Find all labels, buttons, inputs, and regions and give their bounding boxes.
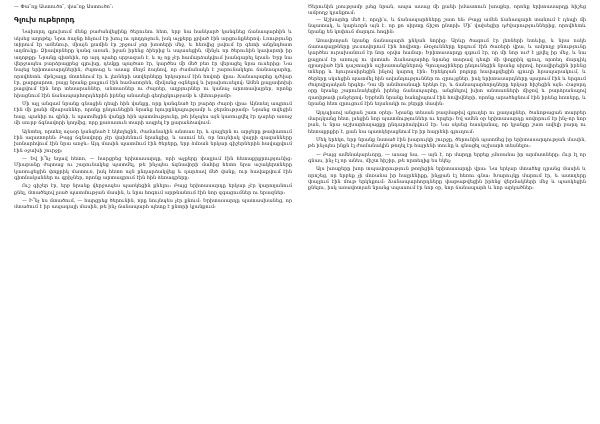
- paragraph: Այս խոսքերը խոր տպավորություն թողեցին երիտասարդի վրա։ Նա երկար մտածեց դրանց մասին և որոշեց, որ երբեք չի մոռանա իր հայրենիքը, ինչքան էլ հեռու գնա։ Խարույկը մարում էր, և աստղերը փայլում էին մութ երկնքում։ Ճանապարհորդները փաթաթվեցին իրենց վերմակների մեջ և պառկեցին քնելու, իսկ առավոտյան նրանց սպասում էր նոր օր, նոր ճանապարհ և նոր արկածներ։: [308, 166, 586, 192]
- left-column: [14, 4, 292, 424]
- paragraph: — Ի՞նչ ես մտածում, — հարցրեց ծերունին, որը նույնպես չէր քնում։ Երիտասարդը պատասխանեց, որ մտածում է իր ապագայի մասին, թե ինչ ճանապարհ պետք է ընտրի կյանքում։: [14, 197, 292, 211]
- paragraph: Այնտեղ, որտեղ այսօր կանգնած է եկեղեցին, ժամանակին անտառ էր, և գայլերն ու արջերը թափառում էին ազատորեն։ Բայց ճգնավորը չէր վախենում նրանցից, և ասում են, որ նույնիսկ վայրի գազանները խոնարհվում էին նրա առջև։ Այդ մասին պատմում էին ծերերը, երբ ձմռան երկար գիշերներին հավաքվում էին օջախի շուրջը։: [14, 128, 292, 154]
- paragraph: Մեկ երեկո, երբ նրանք նստած էին խարույկի շուրջը, ծերունին պատմեց իր երիտասարդության մասին, թե ինչպես ինքն էլ ժամանակին թողել էր հայրենի տունը և գնացել աշխարհ տեսնելու։: [308, 136, 586, 150]
- paragraph: Ուշ գիշեր էր, երբ նրանք վերջապես պառկեցին քնելու։ Բայց երիտասարդը երկար չէր կարողանում քնել, մտածելով լսած պատմության մասին, և նրա հոգում արթնանում էին նոր զգացումներ ու երազներ։: [14, 183, 292, 196]
- chapter-heading: Գլուխ ութերորդ: [14, 16, 75, 25]
- right-column: [308, 4, 586, 424]
- paragraph: — Եվ ի՞նչ եղավ հետո, — հարցրեց երիտասարդը, որի աչքերը փայլում էին հետաքրքրությունից։ Միաբանը ժպտաց ու շարունակեց պատմել, թե ինչպես ճգնավորի մահից հետո նրա աշակերտները կառուցեցին փոքրիկ մատուռ, իսկ հետո այն ընդարձակվեց և դարձավ մեծ վանք, ուր հավաքվում էին գիտնականներ ու գրիչներ, որոնք արտագրում էին հին ձեռագրերը։: [14, 155, 292, 181]
- paragraph: Այդպիսով անցան շատ օրեր։ Նրանք տեսան բազմաթիվ գյուղեր ու քաղաքներ, ծանոթացան տարբեր մարդկանց հետ, լսեցին նոր պատմություններ ու երգեր։ Եվ ամեն օր երիտասարդը սովորում էր ինչ-որ նոր բան, և նրա աշխարհայացքը ընդարձակվում էր։ Նա սկսեց հասկանալ, որ կյանքը շատ ավելի բարդ ու հետաքրքիր է, քան նա պատկերացնում էր իր հայրենի գյուղում։: [308, 109, 586, 135]
- paragraph: Մի այլ անգամ նրանք գնացին դեպի հին վանքը, որը կանգնած էր բարձր ժայռի վրա։ Այնտեղ ապրում էին մի քանի միաբաններ, որոնք ընդունեցին նրանց հյուրընկալությամբ և ջերմությամբ։ Նրանց տվեցին հաց, պանիր ու գինի, և պատմեցին վանքի հին պատմությունը, թե ինչպես այն կառուցվել էր դարեր առաջ մի սուրբ ճգնավորի կողմից, որը քառասուն տարի ապրել էր քարանձավում։: [14, 101, 292, 127]
- paragraph: — Աշխարհը մեծ է, որդի՛ս, և ճանապարհները շատ են։ Բայց ամեն ճանապարհ տանում է դեպի մի նպատակ, և կարևորն այն է, որ քո սիրտը ճիշտ ընտրի։ Մի՛ վախեցիր դժվարություններից, որովհետև նրանք են կոփում մարդու հոգին։: [308, 16, 586, 36]
- intro-line: — Փա՜ռք Աստուծո՜, փա՜ռք Աստուծո՜։: [14, 4, 114, 10]
- paragraph: — Բայց ամենակարևորը, — ասաց նա, — այն է, որ մարդը երբեք չմոռանա իր արմատները։ Ուր էլ որ գնաս, ինչ էլ որ անես, միշտ հիշիր, թե որտեղից ես եկել։: [308, 151, 586, 164]
- intro-line: Ծերունին լռությամբ լսեց նրան, ապա ասաց մի քանի իմաստուն խոսքեր, որոնք երիտասարդը հիշեց ամբողջ կյանքում։: [308, 4, 586, 17]
- paragraph: Նախորդ գլուխում մենք բաժանվեցինք ծերունու հետ, երբ նա հանկարծ կանգնեց ճանապարհին և սկսեց աղոթել։ Նրա ձայնը հնչում էր խուլ ու դողդոջուն, իսկ աչքերը լցված էին արցունքներով։ Լռությունը տիրում էր ամենուր, միայն քամին էր շրջում չոր խոտերի մեջ, և հեռվից լսվում էր գետի անընդհատ աղմուկը։ Ձիավորները կանգ առան, իջան իրենց ձիերից և սպասեցին, մինչև որ ծերունին կավարտի իր աղոթքը։ Նրանք գիտեին, որ այդ պահը սրբազան է, և ոչ ոք չէր համարձակվում խանգարել նրան։ Երբ նա վերջապես բարձրացրեց գլուխը, դեմքը պայծառ էր, կարծես մի մեծ բեռ էր վերացել նրա ուսերից։ Նա նայեց երիտասարդներին, ժպտաց և ասաց մեղմ ձայնով, որ ժամանակն է շարունակելու ճանապարհը, որովհետև մթնշաղը մոտենում էր և լեռների ստվերները երկարում էին հովտի վրա։ Ճանապարհը դժվար էր, քարքարոտ, բայց նրանք քայլում էին համառորեն, միմյանց օգնելով և խրախուսելով։ Ամեն քայլափոխի բացվում էին նոր տեսարաններ, անտառներ ու ժայռեր, աղբյուրներ ու կանաչ արոտավայրեր, որոնք հիացնում էին ճանապարհորդներին իրենց անասելի գեղեցկությամբ և վեհությամբ։: [14, 29, 292, 99]
- paragraph: Առավոտյան նրանք ճանապարհ ընկան նորից։ Արևը ծագում էր լեռների ետևից, և նրա ոսկե ճառագայթները լուսավորում էին հովիտը։ Թռչունները երգում էին ծառերի վրա, և ամբողջ բնությունը կարծես ուրախանում էր նոր օրվա համար։ Երիտասարդը զգում էր, որ մի նոր ուժ է լցվել իր մեջ, և նա քայլում էր առույգ ու վստահ։ Ճանապարհը նրանց տարավ դեպի մի փոքրիկ գյուղ, որտեղ մարդիկ զբաղված էին դաշտային աշխատանքներով։ Գյուղացիները ընդունեցին նրանց սիրով, հրավիրեցին իրենց տները և հյուրասիրեցին ինչով կարող էին։ Երեկոյան բոլորը հավաքվեցին գյուղի հրապարակում, և ծերերը սկսեցին պատմել հին ավանդություններ ու զրույցներ, իսկ երիտասարդները պարում էին և երգում ժողովրդական երգեր։ Դա մի անմոռանալի երեկո էր, և ճանապարհորդները երկար հիշեցին այն։ Հաջորդ օրը նրանք շարունակեցին իրենց ճանապարհը, անցնելով խիտ անտառների միջով և բարձրանալով զառիթափ լանջերով։ Երբեմն նրանք հանդիպում էին հովիվների, որոնք արածեցնում էին իրենց հոտերը, և նրանց հետ զրուցում էին եղանակի ու բերքի մասին։: [308, 37, 586, 108]
